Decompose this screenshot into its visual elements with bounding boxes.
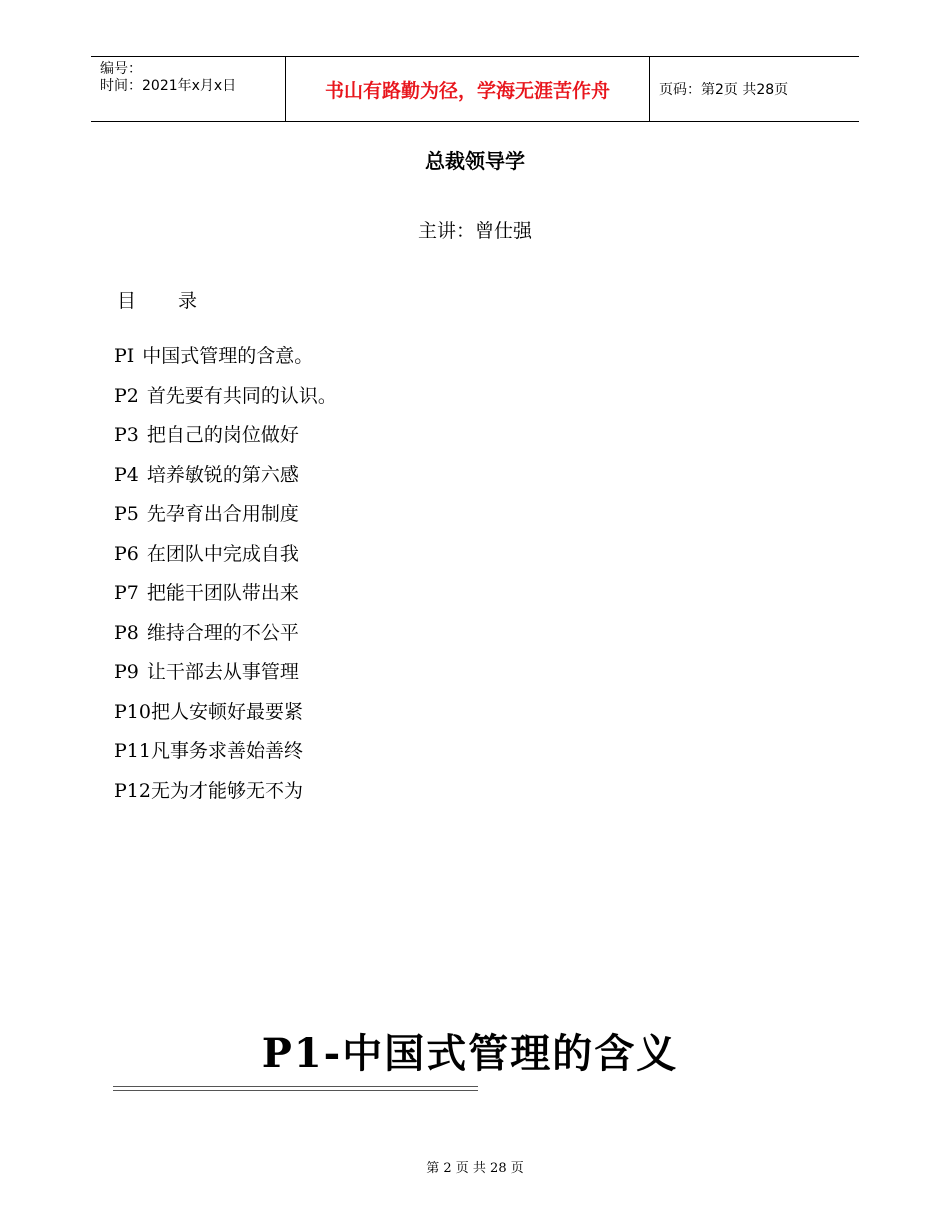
header-motto: 书山有路勤为径，学海无涯苦作舟 bbox=[324, 79, 610, 102]
toc-item bbox=[114, 579, 337, 619]
toc-item-number: P5 bbox=[114, 503, 139, 525]
toc-item bbox=[114, 342, 337, 382]
toc-item-number: P11 bbox=[114, 740, 151, 762]
toc-item-text: 培养敏锐的第六感 bbox=[146, 463, 299, 486]
toc-item bbox=[114, 698, 337, 738]
toc-item-text: 中国式管理的含意。 bbox=[142, 345, 314, 367]
toc-item bbox=[114, 540, 337, 580]
toc-item-number: P12 bbox=[114, 779, 151, 802]
header-page-info-cell bbox=[650, 57, 859, 121]
toc-item-text: 首先要有共同的认识。 bbox=[146, 384, 337, 407]
toc-item-text: 在团队中完成自我 bbox=[146, 542, 299, 565]
toc-item-text: 把人安顿好最要紧 bbox=[150, 700, 303, 723]
header-motto-cell bbox=[286, 57, 650, 121]
toc-item-number: P7 bbox=[114, 582, 139, 604]
double-rule-divider bbox=[113, 1086, 478, 1091]
toc-item-number: P3 bbox=[114, 424, 139, 446]
toc-item-number: P2 bbox=[114, 384, 139, 407]
toc-item-text: 让干部去从事管理 bbox=[146, 661, 299, 683]
page-header bbox=[91, 56, 859, 122]
toc-item-number: P9 bbox=[114, 661, 139, 683]
toc-item-text: 把能干团队带出来 bbox=[146, 582, 299, 604]
document-title: 总裁领导学 bbox=[425, 149, 525, 173]
toc-item-text: 维持合理的不公平 bbox=[146, 621, 299, 644]
toc-item-number: P4 bbox=[114, 463, 139, 486]
section-title: P1-中国式管理的含义 bbox=[261, 1030, 679, 1077]
toc-item bbox=[114, 658, 337, 698]
toc-item bbox=[114, 421, 337, 461]
toc-item-text: 凡事务求善始善终 bbox=[150, 740, 303, 762]
toc-item bbox=[114, 461, 337, 501]
lecturer-line: 主讲：曾仕强 bbox=[417, 220, 532, 242]
toc-item-number: PI bbox=[114, 345, 135, 367]
toc-item-text: 先孕育出合用制度 bbox=[146, 503, 299, 525]
toc-item bbox=[114, 777, 337, 817]
table-of-contents bbox=[114, 342, 337, 816]
toc-heading: 目 录 bbox=[117, 290, 216, 312]
toc-item-number: P8 bbox=[114, 621, 139, 644]
page-footer: 第 2 页 共 28 页 bbox=[426, 1161, 524, 1176]
toc-item bbox=[114, 500, 337, 540]
toc-item-number: P6 bbox=[114, 542, 139, 565]
toc-item-text: 把自己的岗位做好 bbox=[146, 424, 299, 446]
header-meta bbox=[91, 57, 286, 121]
toc-item-text: 无为才能够无不为 bbox=[150, 779, 303, 802]
time-label: 时间：2021年x月x日 bbox=[100, 78, 237, 94]
header-page-info: 页码：第2页 共28页 bbox=[659, 82, 789, 98]
toc-item bbox=[114, 619, 337, 659]
toc-item bbox=[114, 382, 337, 422]
toc-item bbox=[114, 737, 337, 777]
number-label: 编号： bbox=[100, 61, 142, 77]
toc-item-number: P10 bbox=[114, 700, 151, 723]
